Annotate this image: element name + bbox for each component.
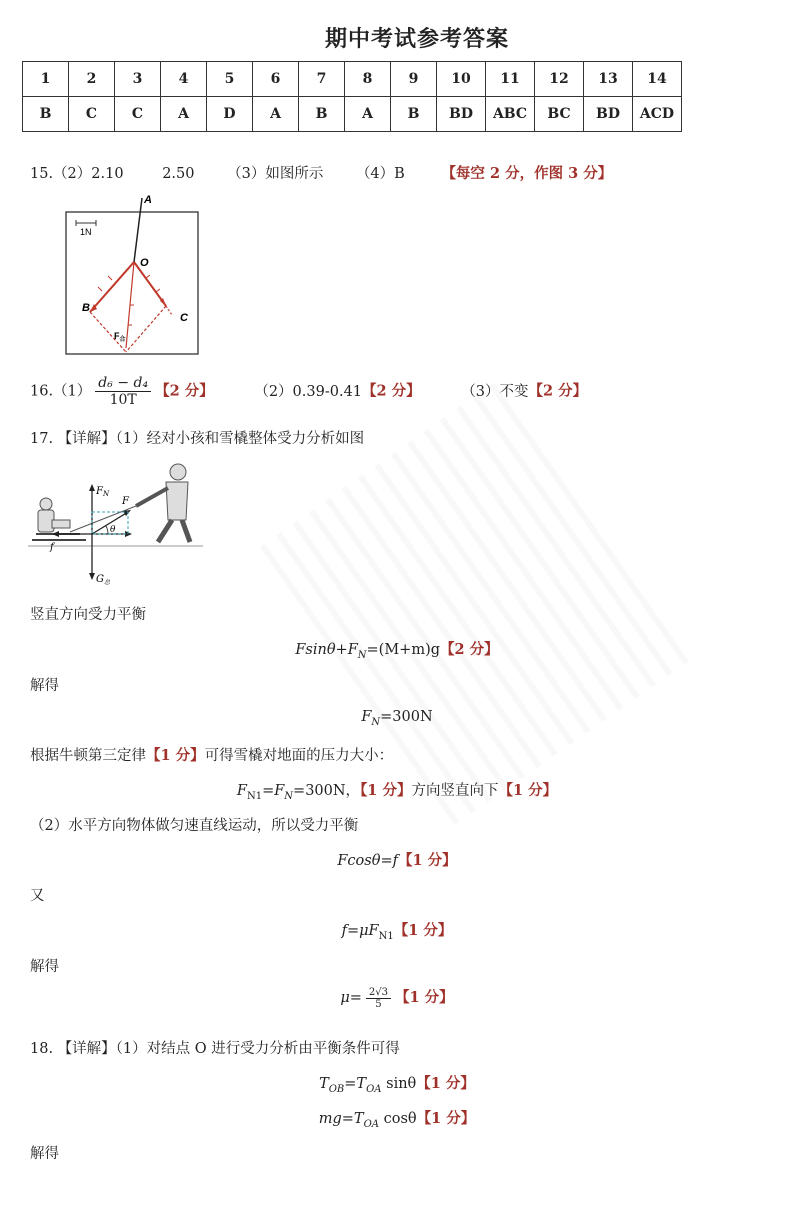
answer-number: 7	[299, 62, 345, 97]
answer-choice: A	[253, 97, 299, 132]
q17-sled-diagram	[28, 458, 203, 588]
q16-line	[30, 375, 587, 408]
q17-eq6: μ= $\frac{2√3}{5}$ 【1 分】	[340, 986, 454, 1010]
q17-eq5-score: 【1 分】	[393, 922, 453, 939]
label-fn: $F_N$	[96, 486, 110, 498]
label-gravity: $G_总$	[96, 574, 111, 586]
q16-fraction	[95, 375, 151, 408]
q17-solve2: 解得	[30, 959, 59, 975]
q17-vertical-balance: 竖直方向受力平衡	[30, 607, 146, 623]
q17-eq1-score: 【2 分】	[440, 641, 499, 658]
q17-part2: （2）水平方向物体做匀速直线运动，所以受力平衡	[30, 818, 359, 834]
q18-solve: 解得	[30, 1146, 59, 1162]
label-friction: f	[50, 542, 54, 553]
page-title: 期中考试参考答案	[324, 26, 509, 52]
q17-heading: 17. 【详解】（1）经对小孩和雪橇整体受力分析如图	[30, 431, 365, 447]
label-c: C	[180, 312, 188, 324]
label-o: O	[140, 257, 149, 269]
answer-number: 1	[23, 62, 69, 97]
scale-label: 1N	[80, 227, 92, 237]
q16-denominator: 10T	[109, 392, 137, 408]
answer-number: 12	[535, 62, 584, 97]
q16-part3: （3）不变	[461, 383, 529, 400]
answer-number: 11	[486, 62, 535, 97]
q17-eq3: $F_{N1}=F_N=300N$，【1 分】方向竖直向下【1 分】	[236, 782, 558, 802]
answer-number: 9	[391, 62, 437, 97]
q17-eq6-score: 【1 分】	[395, 989, 454, 1006]
q17-eq3-score2: 【1 分】	[498, 782, 558, 799]
answer-table	[22, 61, 682, 132]
answer-number: 5	[207, 62, 253, 97]
q18-eq1: $T_{OB}=T_{OA}$ sinθ【1 分】	[319, 1075, 475, 1095]
q15-part2: 15.（2）2.10	[30, 166, 124, 182]
answer-number: 3	[115, 62, 161, 97]
q16-score2: 【2 分】	[362, 382, 421, 400]
answer-choice: BC	[535, 97, 584, 132]
q17-eq5: $f=\mu F_{N1}$【1 分】	[341, 922, 453, 942]
q17-eq3-score1: 【1 分】	[360, 782, 412, 799]
answer-choice: BD	[437, 97, 486, 132]
q17-newton-line: 根据牛顿第三定律【1 分】可得雪橇对地面的压力大小：	[30, 747, 394, 764]
q15-part2-value: 2.50	[162, 166, 195, 182]
answer-number: 8	[345, 62, 391, 97]
q17-eq2: $F_N=300N$	[361, 709, 433, 728]
q15-part4: （4）B	[355, 166, 405, 182]
answer-number: 10	[437, 62, 486, 97]
answer-number: 2	[69, 62, 115, 97]
label-a: A	[144, 194, 152, 206]
answer-choice-row	[23, 97, 682, 132]
q18-heading: 18. 【详解】（1）对结点 O 进行受力分析由平衡条件可得	[30, 1041, 400, 1057]
q17-eq4: Fcosθ=f【1 分】	[337, 852, 457, 869]
answer-number: 6	[253, 62, 299, 97]
answer-number: 14	[633, 62, 682, 97]
answer-choice: ABC	[486, 97, 535, 132]
answer-choice: C	[115, 97, 161, 132]
q18-eq1-score: 【1 分】	[416, 1075, 475, 1092]
answer-choice: ACD	[633, 97, 682, 132]
label-f: $F_合$	[114, 331, 126, 343]
q15-part3: （3）如图所示	[227, 166, 324, 182]
q15-force-diagram	[60, 190, 210, 360]
answer-choice: B	[299, 97, 345, 132]
q17-also: 又	[30, 888, 45, 904]
answer-number: 13	[584, 62, 633, 97]
q16-score3: 【2 分】	[528, 382, 588, 400]
adult-pulling-illustration	[136, 464, 190, 542]
label-pull-f: F	[122, 496, 129, 507]
q16-part1: 16.（1）	[30, 383, 92, 400]
q16-score1: 【2 分】	[155, 382, 214, 400]
q16-part2: （2）0.39-0.41	[254, 383, 363, 400]
q17-solve1: 解得	[30, 678, 59, 694]
q17-eq4-score: 【1 分】	[397, 852, 457, 869]
answer-number-row	[23, 62, 682, 97]
q18-eq2-score: 【1 分】	[416, 1110, 476, 1127]
answer-choice: A	[345, 97, 391, 132]
answer-choice: B	[23, 97, 69, 132]
q16-numerator: d₆ − d₄	[95, 375, 151, 392]
q17-newton-score: 【1 分】	[146, 747, 205, 764]
q17-eq1: $Fsin\theta+F_N=(M+m)g$【2 分】	[295, 641, 499, 661]
q15-line	[30, 162, 612, 183]
q17-mu-fraction: $\frac{2√3}{5}$	[366, 987, 391, 1010]
label-b: B	[82, 302, 90, 314]
answer-choice: B	[391, 97, 437, 132]
answer-choice: D	[207, 97, 253, 132]
answer-choice: A	[161, 97, 207, 132]
label-theta: θ	[110, 525, 116, 535]
q18-eq2: $mg=T_{OA}$ cosθ【1 分】	[318, 1110, 476, 1130]
answer-number: 4	[161, 62, 207, 97]
answer-choice: BD	[584, 97, 633, 132]
q15-score: 【每空 2 分，作图 3 分】	[441, 165, 613, 182]
answer-choice: C	[69, 97, 115, 132]
